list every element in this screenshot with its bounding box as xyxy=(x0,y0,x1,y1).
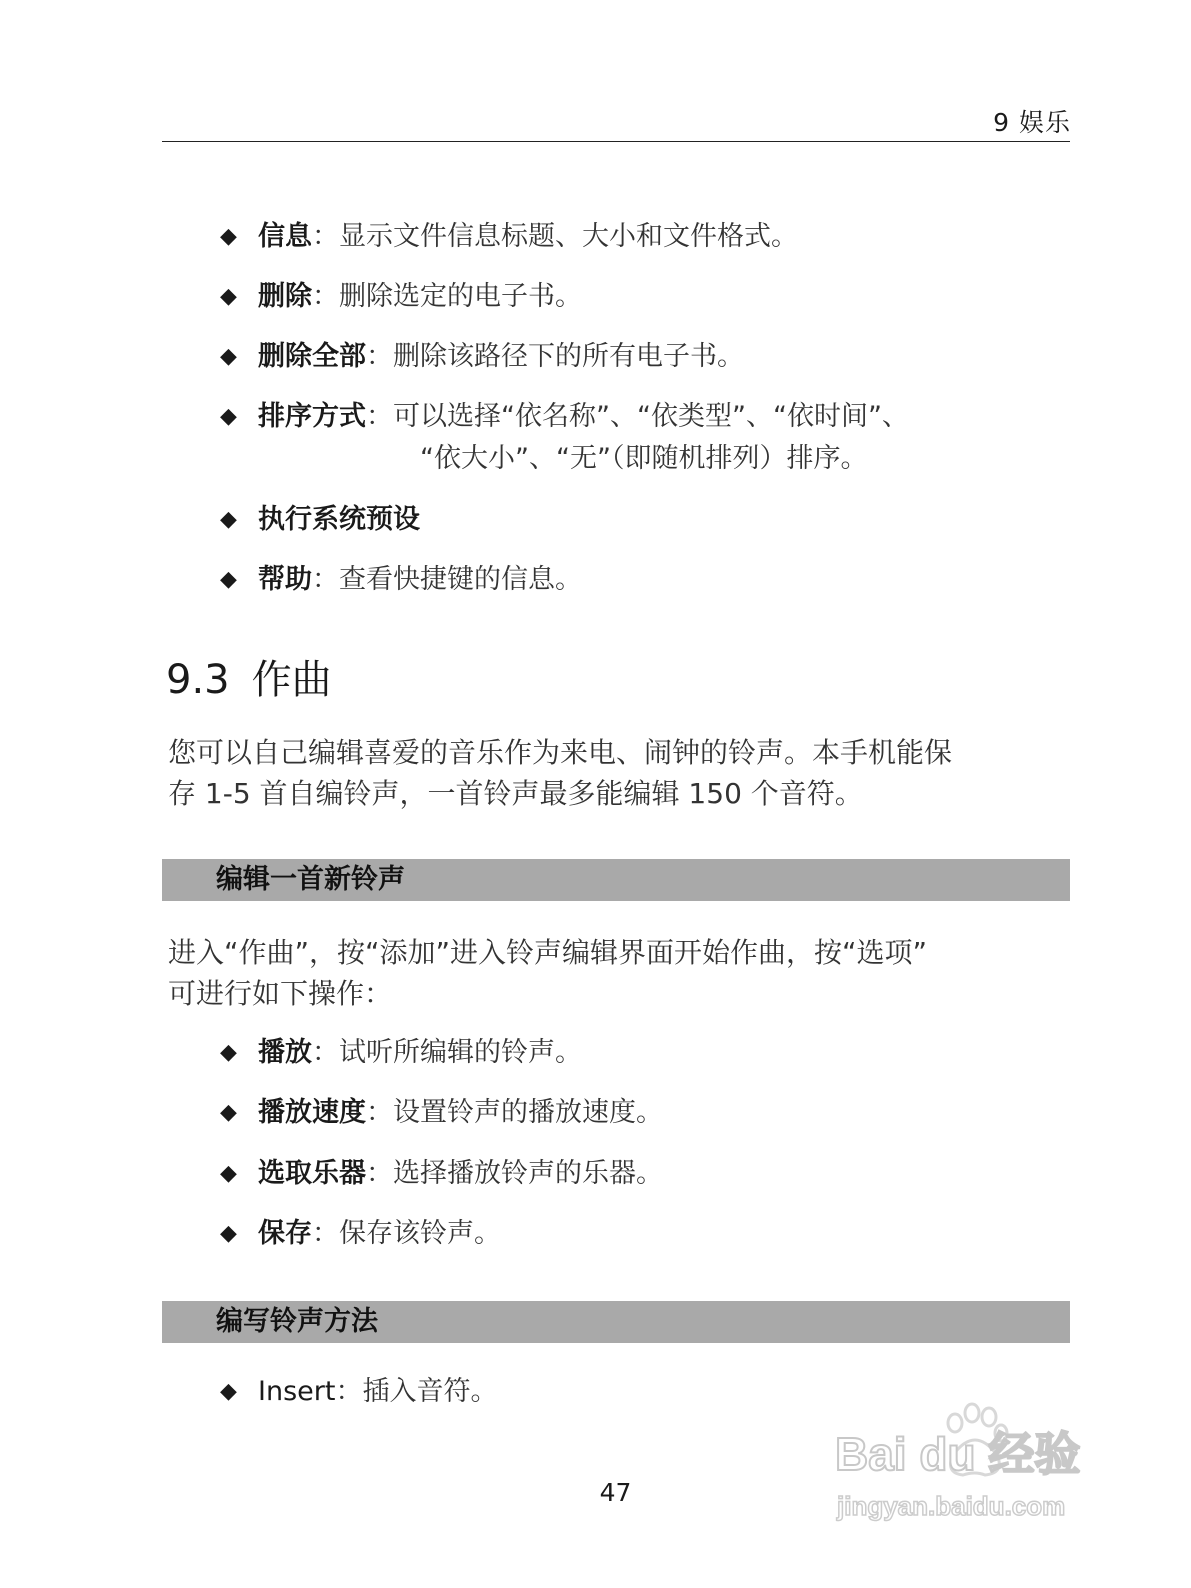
bullet-title: 删除全部 xyxy=(258,341,366,372)
bullet-item xyxy=(220,1035,582,1071)
bullet-sep: ： xyxy=(366,1097,393,1128)
bullet-desc: 删除选定的电子书。 xyxy=(339,281,582,312)
bullet-title: 保存 xyxy=(258,1218,312,1249)
bullet-title: 播放速度 xyxy=(258,1097,366,1128)
diamond-bullet-icon: ◆ xyxy=(220,224,237,249)
bullet-item xyxy=(220,502,420,538)
subsection-title: 编写铃声方法 xyxy=(216,1306,378,1337)
diamond-bullet-icon: ◆ xyxy=(220,1379,237,1404)
watermark-brand: Bai du 经验 xyxy=(835,1428,1081,1480)
diamond-bullet-icon: ◆ xyxy=(220,1040,237,1065)
baidu-jingyan-watermark xyxy=(835,1395,1110,1535)
bullet-item xyxy=(220,1216,501,1252)
diamond-bullet-icon: ◆ xyxy=(220,284,237,309)
bullet-title: 删除 xyxy=(258,281,312,312)
diamond-bullet-icon: ◆ xyxy=(220,567,237,592)
bullet-title: 信息 xyxy=(258,221,312,252)
chapter-header: 9 娱乐 xyxy=(993,108,1071,137)
bullet-desc: 删除该路径下的所有电子书。 xyxy=(393,341,744,372)
bullet-continuation: “依大小”、“无”（即随机排列）排序。 xyxy=(420,443,868,474)
bullet-item xyxy=(220,219,798,255)
bullet-item xyxy=(220,279,582,315)
section-heading xyxy=(166,652,332,708)
intro-line-1: 您可以自己编辑喜爱的音乐作为来电、闹钟的铃声。本手机能保 xyxy=(168,736,953,769)
bullet-sep: ： xyxy=(312,281,339,312)
bullet-desc: 试听所编辑的铃声。 xyxy=(339,1037,582,1068)
diamond-bullet-icon: ◆ xyxy=(220,404,237,429)
bullet-desc: 保存该铃声。 xyxy=(339,1218,501,1249)
header-rule xyxy=(162,141,1070,142)
bullet-sep: ： xyxy=(366,401,393,432)
bullet-item xyxy=(220,562,582,598)
bullet-sep: ： xyxy=(312,564,339,595)
bullet-title: Insert xyxy=(258,1376,336,1407)
bullet-desc: 选择播放铃声的乐器。 xyxy=(393,1158,663,1189)
intro-line-2: 存 1-5 首自编铃声，一首铃声最多能编辑 150 个音符。 xyxy=(168,777,863,810)
diamond-bullet-icon: ◆ xyxy=(220,1100,237,1125)
bullet-sep: ： xyxy=(312,1037,339,1068)
diamond-bullet-icon: ◆ xyxy=(220,1221,237,1246)
bullet-title: 选取乐器 xyxy=(258,1158,366,1189)
bullet-sep: ： xyxy=(312,1218,339,1249)
diamond-bullet-icon: ◆ xyxy=(220,1161,237,1186)
bullet-sep: ： xyxy=(335,1376,363,1407)
bullet-item xyxy=(220,399,909,435)
section-number: 9.3 xyxy=(166,657,230,703)
subsection-para-line-2: 可进行如下操作： xyxy=(168,977,393,1010)
bullet-desc: 查看快捷键的信息。 xyxy=(339,564,582,595)
bullet-item xyxy=(220,339,744,375)
subsection-title: 编辑一首新铃声 xyxy=(216,864,405,895)
bullet-desc: 设置铃声的播放速度。 xyxy=(393,1097,663,1128)
bullet-desc: 可以选择“依名称”、“依类型”、“依时间”、 xyxy=(393,401,909,432)
bullet-sep: ： xyxy=(366,341,393,372)
subsection-bar xyxy=(162,859,1070,901)
subsection-bar xyxy=(162,1301,1070,1343)
watermark-url: jingyan.baidu.com xyxy=(837,1491,1066,1521)
bullet-item xyxy=(220,1374,497,1410)
bullet-desc: 显示文件信息标题、大小和文件格式。 xyxy=(339,221,798,252)
bullet-desc: 插入音符。 xyxy=(362,1376,498,1407)
bullet-sep: ： xyxy=(312,221,339,252)
bullet-sep: ： xyxy=(366,1158,393,1189)
section-title: 作曲 xyxy=(251,657,332,703)
diamond-bullet-icon: ◆ xyxy=(220,507,237,532)
bullet-item xyxy=(220,1156,663,1192)
bullet-title: 帮助 xyxy=(258,564,312,595)
bullet-title: 排序方式 xyxy=(258,401,366,432)
subsection-para-line-1: 进入“作曲”，按“添加”进入铃声编辑界面开始作曲，按“选项” xyxy=(168,936,928,969)
page-number: 47 xyxy=(599,1478,632,1507)
bullet-item xyxy=(220,1095,663,1131)
bullet-title: 执行系统预设 xyxy=(258,504,420,535)
diamond-bullet-icon: ◆ xyxy=(220,344,237,369)
bullet-title: 播放 xyxy=(258,1037,312,1068)
